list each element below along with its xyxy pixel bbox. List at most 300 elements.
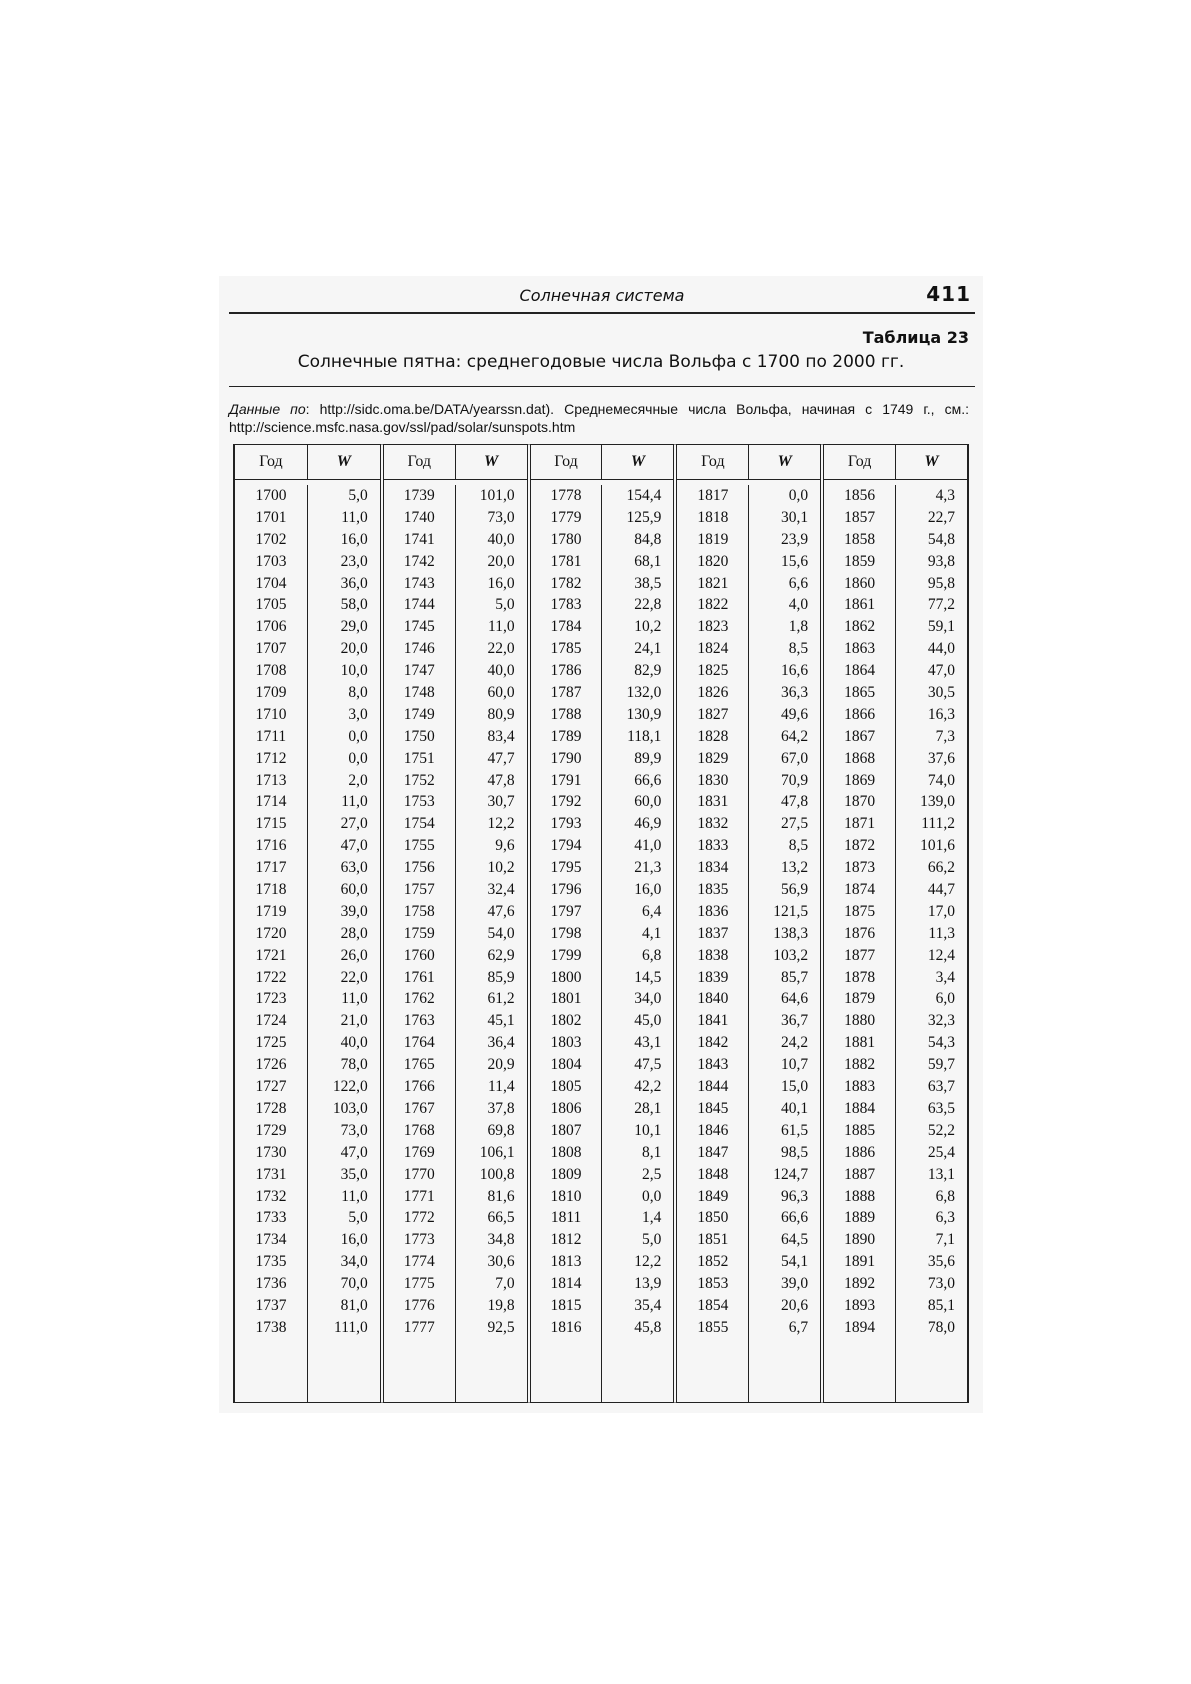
year-cell: 1788: [550, 705, 582, 723]
year-cell: 1702: [255, 530, 287, 548]
year-cell: 1883: [844, 1078, 876, 1096]
running-head-title: Солнечная система: [519, 286, 685, 305]
year-column: [824, 485, 896, 1402]
wolf-cell: 22,7: [927, 508, 955, 526]
year-cell: 1877: [844, 946, 876, 964]
wolf-cell: 4,1: [642, 924, 662, 942]
header-wolf-number: W: [630, 453, 646, 470]
year-cell: 1831: [697, 793, 729, 811]
year-cell: 1806: [550, 1099, 582, 1117]
year-cell: 1776: [403, 1296, 435, 1314]
year-cell: 1722: [255, 968, 287, 986]
wolf-cell: 64,5: [781, 1231, 809, 1249]
year-cell: 1891: [844, 1253, 876, 1271]
year-cell: 1874: [844, 881, 876, 899]
wolf-cell: 12,2: [487, 815, 515, 833]
wolf-cell: 46,9: [634, 815, 662, 833]
year-cell: 1861: [844, 596, 876, 614]
wolf-cell: 4,0: [788, 596, 809, 614]
header-year: Год: [384, 445, 456, 479]
wolf-cell: 25,4: [927, 1143, 955, 1161]
year-cell: 1817: [697, 487, 729, 504]
wolf-cell: 64,6: [781, 990, 809, 1008]
year-cell: 1894: [844, 1318, 876, 1336]
wolf-cell: 66,2: [927, 859, 955, 877]
year-cell: 1800: [550, 968, 582, 986]
year-cell: 1852: [697, 1253, 729, 1271]
year-cell: 1749: [403, 705, 435, 723]
year-cell: 1869: [844, 771, 876, 789]
wolf-cell: 106,1: [479, 1143, 515, 1161]
wolf-cell: 7,1: [935, 1231, 955, 1249]
wolf-cell: 3,4: [935, 968, 955, 986]
wolf-cell: 138,3: [773, 924, 809, 942]
year-cell: 1700: [255, 487, 287, 504]
year-cell: 1824: [697, 640, 729, 658]
year-cell: 1871: [844, 815, 876, 833]
year-cell: 1837: [697, 924, 729, 942]
wolf-cell: 6,4: [642, 902, 662, 920]
wolf-cell: 28,1: [634, 1099, 662, 1117]
wolf-cell: 124,7: [773, 1165, 809, 1183]
year-cell: 1784: [550, 618, 582, 636]
wolf-cell: 54,3: [927, 1034, 955, 1052]
year-cell: 1767: [403, 1099, 435, 1117]
wolf-cell: 12,4: [927, 946, 955, 964]
wolf-cell: 58,0: [340, 596, 368, 614]
year-cell: 1711: [255, 727, 287, 745]
wolf-cell: 11,0: [488, 618, 515, 636]
year-cell: 1779: [550, 508, 582, 526]
year-cell: 1766: [403, 1078, 435, 1096]
year-cell: 1765: [403, 1056, 435, 1074]
year-cell: 1889: [844, 1209, 876, 1227]
year-cell: 1873: [844, 859, 876, 877]
year-cell: 1842: [697, 1034, 729, 1052]
year-cell: 1856: [844, 487, 876, 504]
wolf-cell: 101,6: [920, 837, 955, 855]
year-cell: 1851: [697, 1231, 729, 1249]
year-cell: 1763: [403, 1012, 435, 1030]
wolf-cell: 41,0: [634, 837, 662, 855]
wolf-cell: 12,2: [634, 1253, 662, 1271]
wolf-cell: 111,2: [921, 815, 955, 833]
year-cell: 1809: [550, 1165, 582, 1183]
wolf-cell: 45,1: [487, 1012, 515, 1030]
wolf-cell: 42,2: [634, 1078, 662, 1096]
year-cell: 1782: [550, 574, 582, 592]
year-cell: 1731: [255, 1165, 287, 1183]
wolf-cell: 34,0: [634, 990, 662, 1008]
wolf-cell: 35,4: [634, 1296, 662, 1314]
year-cell: 1750: [403, 727, 435, 745]
wolf-cell: 11,0: [341, 1187, 368, 1205]
year-cell: 1713: [255, 771, 287, 789]
wolf-cell: 36,3: [781, 684, 809, 702]
year-cell: 1762: [403, 990, 435, 1008]
year-cell: 1773: [403, 1231, 435, 1249]
wolf-cell: 30,6: [487, 1253, 515, 1271]
year-cell: 1728: [255, 1099, 287, 1117]
wolf-cell: 8,0: [348, 684, 368, 702]
wolf-cell: 40,0: [340, 1034, 368, 1052]
year-cell: 1756: [403, 859, 435, 877]
year-cell: 1790: [550, 749, 582, 767]
year-cell: 1797: [550, 902, 582, 920]
wolf-cell: 66,5: [487, 1209, 515, 1227]
wolf-cell: 47,5: [634, 1056, 662, 1074]
year-cell: 1783: [550, 596, 582, 614]
wolf-cell: 36,4: [487, 1034, 515, 1052]
wolf-cell: 27,5: [781, 815, 809, 833]
year-cell: 1751: [403, 749, 435, 767]
year-cell: 1839: [697, 968, 729, 986]
year-cell: 1739: [403, 487, 435, 504]
year-cell: 1854: [697, 1296, 729, 1314]
header-wolf-number: W: [484, 453, 499, 470]
year-cell: 1785: [550, 640, 582, 658]
year-cell: 1828: [697, 727, 729, 745]
year-cell: 1822: [697, 596, 729, 614]
year-cell: 1757: [403, 881, 435, 899]
wolf-cell: 36,7: [781, 1012, 809, 1030]
year-cell: 1717: [255, 859, 287, 877]
wolf-cell: 63,5: [927, 1099, 955, 1117]
wolf-cell: 81,0: [340, 1296, 368, 1314]
year-cell: 1799: [550, 946, 582, 964]
wolf-cell: 20,0: [487, 552, 515, 570]
wolf-cell: 63,0: [340, 859, 368, 877]
year-cell: 1768: [403, 1121, 435, 1139]
year-cell: 1893: [844, 1296, 876, 1314]
wolf-cell: 0,0: [348, 727, 368, 745]
year-cell: 1878: [844, 968, 876, 986]
year-cell: 1734: [255, 1231, 287, 1249]
year-cell: 1885: [844, 1121, 876, 1139]
wolf-cell: 93,8: [927, 552, 955, 570]
year-cell: 1760: [403, 946, 435, 964]
wolf-column: [896, 485, 967, 1402]
year-cell: 1846: [697, 1121, 729, 1139]
wolf-cell: 32,4: [487, 881, 515, 899]
year-cell: 1724: [255, 1012, 287, 1030]
year-cell: 1812: [550, 1231, 582, 1249]
wolf-cell: 78,0: [927, 1318, 955, 1336]
wolf-cell: 22,0: [340, 968, 368, 986]
wolf-cell: 30,7: [487, 793, 515, 811]
wolf-cell: 73,0: [927, 1275, 955, 1293]
wolf-cell: 40,0: [487, 530, 515, 548]
year-cell: 1872: [844, 837, 876, 855]
year-cell: 1736: [255, 1275, 287, 1293]
header-year: Год: [531, 445, 603, 479]
wolf-cell: 7,0: [495, 1275, 515, 1293]
year-column: [531, 485, 603, 1402]
year-cell: 1741: [403, 530, 435, 548]
year-cell: 1880: [844, 1012, 876, 1030]
year-cell: 1886: [844, 1143, 876, 1161]
year-cell: 1781: [550, 552, 582, 570]
wolf-cell: 122,0: [332, 1078, 368, 1096]
wolf-cell: 8,5: [788, 837, 809, 855]
wolf-cell: 95,8: [927, 574, 955, 592]
year-cell: 1836: [697, 902, 729, 920]
wolf-cell: 22,8: [634, 596, 662, 614]
wolf-cell: 132,0: [626, 684, 662, 702]
year-cell: 1706: [255, 618, 287, 636]
year-cell: 1860: [844, 574, 876, 592]
wolf-cell: 35,0: [340, 1165, 368, 1183]
year-cell: 1887: [844, 1165, 876, 1183]
header-wolf-number: W: [777, 453, 792, 470]
year-cell: 1720: [255, 924, 287, 942]
wolf-cell: 121,5: [773, 902, 809, 920]
wolf-cell: 89,9: [634, 749, 662, 767]
wolf-cell: 101,0: [479, 487, 515, 504]
year-cell: 1715: [255, 815, 287, 833]
wolf-cell: 92,5: [487, 1318, 515, 1336]
year-cell: 1730: [255, 1143, 287, 1161]
year-cell: 1729: [255, 1121, 287, 1139]
table-header-row: [677, 445, 820, 480]
wolf-cell: 40,1: [781, 1099, 809, 1117]
wolf-cell: 37,6: [927, 749, 955, 767]
year-cell: 1712: [255, 749, 287, 767]
year-cell: 1832: [697, 815, 729, 833]
year-cell: 1735: [255, 1253, 287, 1271]
wolf-cell: 10,2: [634, 618, 662, 636]
wolf-cell: 21,3: [634, 859, 662, 877]
year-cell: 1864: [844, 662, 876, 680]
year-cell: 1704: [255, 574, 287, 592]
year-cell: 1710: [255, 705, 287, 723]
year-cell: 1848: [697, 1165, 729, 1183]
year-cell: 1777: [403, 1318, 435, 1336]
header-year: Год: [824, 445, 896, 479]
year-cell: 1875: [844, 902, 876, 920]
year-cell: 1718: [255, 881, 287, 899]
year-cell: 1758: [403, 902, 435, 920]
table-block: [820, 444, 967, 1403]
wolf-cell: 47,8: [781, 793, 809, 811]
year-cell: 1740: [403, 508, 435, 526]
table-block: [380, 444, 527, 1403]
year-cell: 1794: [550, 837, 582, 855]
wolf-cell: 16,0: [487, 574, 515, 592]
wolf-cell: 40,0: [487, 662, 515, 680]
wolf-cell: 67,0: [781, 749, 809, 767]
wolf-cell: 28,0: [340, 924, 368, 942]
wolf-cell: 4,3: [935, 487, 955, 504]
wolf-cell: 78,0: [340, 1056, 368, 1074]
year-column: [235, 485, 308, 1402]
year-cell: 1833: [697, 837, 729, 855]
year-cell: 1707: [255, 640, 287, 658]
wolf-cell: 44,7: [927, 881, 955, 899]
year-cell: 1795: [550, 859, 582, 877]
year-cell: 1753: [403, 793, 435, 811]
year-cell: 1793: [550, 815, 582, 833]
wolf-cell: 8,5: [788, 640, 809, 658]
year-cell: 1743: [403, 574, 435, 592]
table-label: Таблица 23: [862, 328, 969, 347]
wolf-cell: 37,8: [487, 1099, 515, 1117]
wolf-cell: 34,8: [487, 1231, 515, 1249]
wolf-cell: 11,0: [341, 508, 368, 526]
wolf-cell: 84,8: [634, 530, 662, 548]
year-cell: 1708: [255, 662, 287, 680]
wolf-cell: 60,0: [340, 881, 368, 899]
year-cell: 1738: [255, 1318, 287, 1336]
year-cell: 1825: [697, 662, 729, 680]
year-cell: 1888: [844, 1187, 876, 1205]
year-cell: 1820: [697, 552, 729, 570]
year-cell: 1732: [255, 1187, 287, 1205]
wolf-cell: 23,0: [340, 552, 368, 570]
wolf-cell: 39,0: [340, 902, 368, 920]
wolf-cell: 69,8: [487, 1121, 515, 1139]
wolf-cell: 6,3: [935, 1209, 955, 1227]
year-cell: 1866: [844, 705, 876, 723]
wolf-cell: 125,9: [626, 508, 662, 526]
year-cell: 1857: [844, 508, 876, 526]
wolf-cell: 0,0: [788, 487, 809, 504]
wolf-cell: 13,1: [927, 1165, 955, 1183]
wolf-cell: 39,0: [781, 1275, 809, 1293]
wolf-cell: 49,6: [781, 705, 809, 723]
wolf-cell: 10,1: [634, 1121, 662, 1139]
year-cell: 1748: [403, 684, 435, 702]
wolf-cell: 52,2: [927, 1121, 955, 1139]
wolf-cell: 54,0: [487, 924, 515, 942]
wolf-cell: 34,0: [340, 1253, 368, 1271]
wolf-cell: 47,8: [487, 771, 515, 789]
wolf-cell: 5,0: [348, 487, 368, 504]
year-cell: 1881: [844, 1034, 876, 1052]
year-cell: 1855: [697, 1318, 729, 1336]
year-cell: 1840: [697, 990, 729, 1008]
header-year: Год: [677, 445, 749, 479]
year-cell: 1798: [550, 924, 582, 942]
year-cell: 1810: [550, 1187, 582, 1205]
source-text: : http://sidc.oma.be/DATA/yearssn.dat). Среднемесячные числа Вольфа, начиная с 1749 г., см.: http://science.msfc.nasa.gov/ssl/pad/solar/sunspots.htm: [229, 401, 969, 435]
year-cell: 1701: [255, 508, 287, 526]
wolf-cell: 30,1: [781, 508, 809, 526]
year-cell: 1808: [550, 1143, 582, 1161]
wolf-column: [456, 485, 527, 1402]
wolf-cell: 100,8: [479, 1165, 515, 1183]
wolf-cell: 16,0: [340, 530, 368, 548]
header-wolf-number: W: [924, 453, 939, 470]
year-cell: 1764: [403, 1034, 435, 1052]
year-cell: 1868: [844, 749, 876, 767]
wolf-cell: 63,7: [927, 1078, 955, 1096]
wolf-cell: 96,3: [781, 1187, 809, 1205]
wolf-cell: 11,3: [928, 924, 955, 942]
year-cell: 1745: [403, 618, 435, 636]
year-cell: 1796: [550, 881, 582, 899]
wolf-cell: 10,0: [340, 662, 368, 680]
wolf-cell: 66,6: [781, 1209, 809, 1227]
wolf-cell: 130,9: [626, 705, 662, 723]
wolf-cell: 54,1: [781, 1253, 809, 1271]
year-cell: 1742: [403, 552, 435, 570]
year-cell: 1759: [403, 924, 435, 942]
wolf-cell: 118,1: [627, 727, 662, 745]
table-header-row: [824, 445, 967, 480]
year-cell: 1865: [844, 684, 876, 702]
wolf-cell: 70,0: [340, 1275, 368, 1293]
year-cell: 1863: [844, 640, 876, 658]
wolf-cell: 85,1: [927, 1296, 955, 1314]
year-cell: 1805: [550, 1078, 582, 1096]
wolf-cell: 139,0: [920, 793, 955, 811]
wolf-cell: 27,0: [340, 815, 368, 833]
wolf-cell: 45,8: [634, 1318, 662, 1336]
year-cell: 1787: [550, 684, 582, 702]
year-cell: 1849: [697, 1187, 729, 1205]
wolf-cell: 73,0: [340, 1121, 368, 1139]
wolf-cell: 68,1: [634, 552, 662, 570]
wolf-cell: 61,5: [781, 1121, 809, 1139]
year-cell: 1821: [697, 574, 729, 592]
year-cell: 1721: [255, 946, 287, 964]
year-cell: 1811: [550, 1209, 582, 1227]
year-cell: 1709: [255, 684, 287, 702]
header-wolf-number: W: [336, 453, 351, 470]
wolf-cell: 74,0: [927, 771, 955, 789]
table-block: [527, 444, 674, 1403]
year-cell: 1769: [403, 1143, 435, 1161]
book-page: [219, 276, 983, 1413]
year-cell: 1818: [697, 508, 729, 526]
wolf-cell: 10,7: [781, 1056, 809, 1074]
year-cell: 1703: [255, 552, 287, 570]
year-cell: 1716: [255, 837, 287, 855]
wolf-cell: 54,8: [927, 530, 955, 548]
year-cell: 1801: [550, 990, 582, 1008]
wolf-cell: 6,0: [935, 990, 955, 1008]
running-header: [229, 280, 975, 314]
wolf-cell: 62,9: [487, 946, 515, 964]
year-cell: 1862: [844, 618, 876, 636]
wolf-cell: 20,9: [487, 1056, 515, 1074]
year-cell: 1804: [550, 1056, 582, 1074]
wolf-cell: 11,0: [341, 990, 368, 1008]
wolf-cell: 11,4: [488, 1078, 515, 1096]
wolf-cell: 38,5: [634, 574, 662, 592]
wolf-cell: 103,0: [332, 1099, 368, 1117]
table-block: [233, 444, 380, 1403]
wolf-cell: 5,0: [348, 1209, 368, 1227]
year-cell: 1792: [550, 793, 582, 811]
year-column: [384, 485, 456, 1402]
table-header-row: [235, 445, 380, 480]
header-year: Год: [235, 445, 308, 479]
table-header-row: [531, 445, 674, 480]
wolf-cell: 1,4: [642, 1209, 662, 1227]
year-cell: 1754: [403, 815, 435, 833]
wolf-cell: 2,0: [348, 771, 368, 789]
year-cell: 1867: [844, 727, 876, 745]
year-cell: 1802: [550, 1012, 582, 1030]
wolf-cell: 56,9: [781, 881, 809, 899]
wolf-cell: 26,0: [340, 946, 368, 964]
wolf-cell: 10,2: [487, 859, 515, 877]
year-cell: 1786: [550, 662, 582, 680]
year-cell: 1830: [697, 771, 729, 789]
wolf-cell: 22,0: [487, 640, 515, 658]
